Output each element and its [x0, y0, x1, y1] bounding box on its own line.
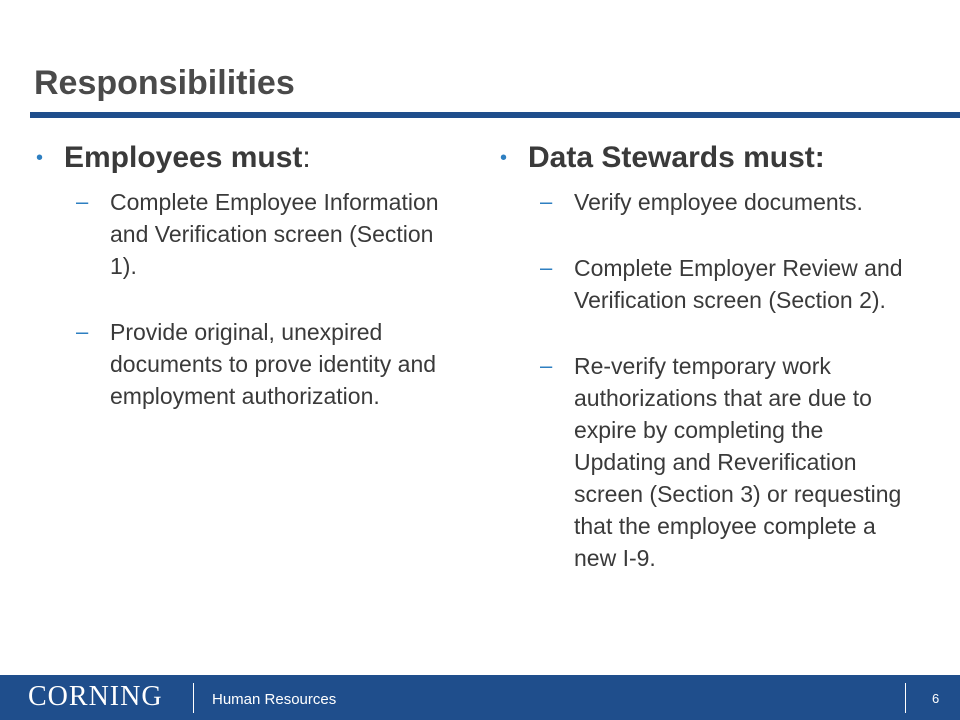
list-item: [36, 186, 456, 282]
employees-heading-colon: :: [302, 141, 311, 174]
list-item: [500, 252, 920, 316]
data-stewards-duties-list: [500, 186, 920, 574]
department-label: Human Resources: [212, 691, 337, 708]
list-item-text: Complete Employer Review and Verification screen (Section 2).: [574, 255, 903, 313]
list-item: [500, 186, 920, 218]
footer-divider: [193, 683, 194, 713]
dash-icon: –: [540, 353, 553, 378]
bullet-icon: •: [500, 147, 508, 169]
list-item-text: Verify employee documents.: [574, 189, 863, 215]
dash-icon: –: [76, 189, 89, 214]
employees-duties-list: [36, 186, 456, 412]
dash-icon: –: [540, 189, 553, 214]
list-item-text: Re-verify temporary work authorizations that are due to expire by completing the Updating and Reverification screen (Section 3) or requesting that the employee complete a new I-9.: [574, 353, 902, 571]
corning-logo: CORNING: [28, 681, 163, 712]
data-stewards-column: [500, 140, 920, 574]
slide-title: Responsibilities: [34, 64, 295, 102]
page-number: 6: [932, 691, 940, 706]
footer-divider: [905, 683, 906, 713]
dash-icon: –: [76, 319, 89, 344]
data-stewards-heading: Data Stewards must:: [528, 141, 825, 174]
list-item-text: Provide original, unexpired documents to prove identity and employment authorization.: [110, 319, 437, 409]
title-underline: [30, 112, 960, 118]
employees-heading: [64, 140, 311, 176]
data-stewards-heading-row: [500, 140, 920, 176]
dash-icon: –: [540, 255, 553, 280]
footer-bar: [0, 675, 960, 720]
employees-heading-text: Employees must: [64, 141, 303, 174]
list-item: [500, 350, 920, 574]
list-item-text: Complete Employee Information and Verification screen (Section 1).: [110, 189, 439, 279]
employees-column: [36, 140, 456, 412]
employees-heading-row: [36, 140, 456, 176]
bullet-icon: •: [36, 147, 44, 169]
list-item: [36, 316, 456, 412]
